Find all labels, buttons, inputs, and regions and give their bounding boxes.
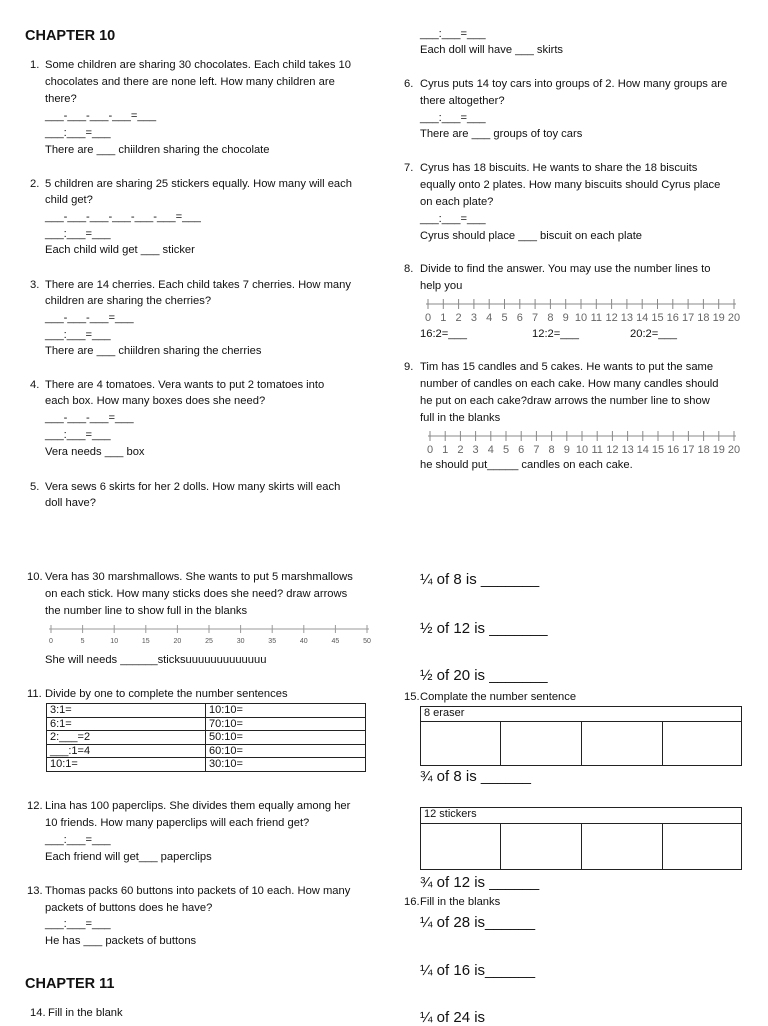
fraction-question[interactable]: ¼ of 8 is _______ xyxy=(420,571,540,588)
number-line-label: 6 xyxy=(516,312,523,324)
answer-sentence[interactable]: Vera needs ___ box xyxy=(45,446,145,458)
number-line-label: 20 xyxy=(173,638,182,645)
question-text-line: chocolates and there are none left. How many children are xyxy=(45,76,335,88)
table-row xyxy=(47,731,366,745)
bar-model-label: 12 stickers xyxy=(424,808,477,820)
number-line-0-20[interactable] xyxy=(420,296,742,324)
bar-model-part[interactable] xyxy=(662,721,742,766)
question-number: 2. xyxy=(30,178,40,190)
number-line-label: 20 xyxy=(727,312,741,324)
number-line-label: 35 xyxy=(268,638,277,645)
number-line-label: 0 xyxy=(426,444,434,456)
bar-model-part[interactable] xyxy=(662,823,742,870)
question-text-line: help you xyxy=(420,280,463,292)
answer-sentence[interactable]: There are ___ chiildren sharing the chocolate xyxy=(45,144,270,156)
question-text-line: Cyrus puts 14 toy cars into groups of 2. How many groups are xyxy=(420,78,728,90)
table-cell[interactable]: 30:10= xyxy=(206,758,366,772)
question-number: 6. xyxy=(404,78,414,90)
number-line-label: 5 xyxy=(80,638,85,645)
number-line-label: 50 xyxy=(363,638,371,645)
question-text-line: packets of buttons does he have? xyxy=(45,902,213,914)
number-line-label: 18 xyxy=(697,444,710,456)
answer-sentence[interactable]: Each doll will have ___ skirts xyxy=(420,44,564,56)
question-text-line: Cyrus has 18 biscuits. He wants to share the 18 biscuits xyxy=(420,162,698,174)
division-blank[interactable]: ___:___=___ xyxy=(45,918,111,930)
question-number: 7. xyxy=(404,162,414,174)
table-cell[interactable]: 50:10= xyxy=(206,731,366,745)
fraction-question[interactable]: ½ of 20 is _______ xyxy=(420,667,548,684)
number-line-label: 30 xyxy=(236,638,245,645)
table-cell[interactable]: ___:1=4 xyxy=(47,744,206,758)
question-text-line: there? xyxy=(45,93,77,105)
table-row xyxy=(47,717,366,731)
number-line-label: 9 xyxy=(563,444,570,456)
question-text-line: 5 children are sharing 25 stickers equally. How many will each xyxy=(45,178,352,190)
question-text-line: Vera sews 6 skirts for her 2 dolls. How many skirts will each xyxy=(45,481,341,493)
bar-model-label: 8 eraser xyxy=(424,707,465,719)
answer-sentence[interactable]: He has ___ packets of buttons xyxy=(45,935,197,947)
answer-sentence[interactable]: There are ___ groups of toy cars xyxy=(420,128,583,140)
subtraction-blank[interactable]: ___-___-___=___ xyxy=(45,412,134,424)
fraction-question[interactable]: ½ of 12 is _______ xyxy=(420,620,548,637)
table-cell[interactable]: 6:1= xyxy=(47,717,206,731)
question-text-line: child get? xyxy=(45,194,93,206)
question-text-line: each box. How many boxes does she need? xyxy=(45,395,266,407)
question-number: 14. xyxy=(30,1007,46,1019)
number-line-label: 15 xyxy=(141,638,150,645)
number-line-label: 12 xyxy=(605,312,618,324)
number-line-0-50[interactable] xyxy=(44,622,374,648)
question-number: 12. xyxy=(27,800,43,812)
division-table xyxy=(46,703,366,772)
question-number: 8. xyxy=(404,263,414,275)
question-text-line: on each plate? xyxy=(420,196,494,208)
number-line-label: 0 xyxy=(424,312,432,324)
table-row xyxy=(47,744,366,758)
number-line-label: 14 xyxy=(636,312,649,324)
question-number: 3. xyxy=(30,279,40,291)
answer-sentence[interactable]: There are ___ chiildren sharing the cherries xyxy=(45,345,262,357)
question-text-line: the number line to show full in the blanks xyxy=(45,605,248,617)
number-line-label: 8 xyxy=(547,312,554,324)
table-cell[interactable]: 2:___=2 xyxy=(47,731,206,745)
answer-sentence[interactable]: Each child wild get ___ sticker xyxy=(45,244,195,256)
number-line-label: 45 xyxy=(331,638,340,645)
number-line-label: 3 xyxy=(470,312,477,324)
number-line-label: 13 xyxy=(620,312,634,324)
number-line-label: 11 xyxy=(590,312,603,324)
number-line-label: 4 xyxy=(487,444,494,456)
division-blank[interactable]: ___:___=___ xyxy=(420,28,486,40)
question-title: Fill in the blank xyxy=(48,1007,123,1019)
number-line-label: 40 xyxy=(299,638,308,645)
question-text-line: he put on each cake?draw arrows the number line to show xyxy=(420,395,710,407)
equation-blank[interactable]: 16:2=___ xyxy=(420,328,467,340)
answer-sentence[interactable]: She will needs ______sticksuuuuuuuuuuuuu xyxy=(45,654,267,666)
chapter-11-heading: CHAPTER 11 xyxy=(25,976,115,992)
question-text-line: Lina has 100 paperclips. She divides them equally among her xyxy=(45,800,351,812)
number-line-label: 25 xyxy=(205,638,213,645)
bar-model-part[interactable] xyxy=(581,823,663,870)
table-cell[interactable]: 10:1= xyxy=(47,758,206,772)
number-line-label: 8 xyxy=(548,444,555,456)
question-text-line: Some children are sharing 30 chocolates. Each child takes 10 xyxy=(45,59,351,71)
equation-blank[interactable]: 12:2=___ xyxy=(532,328,579,340)
table-cell[interactable]: 70:10= xyxy=(206,717,366,731)
question-title: Fill in the blanks xyxy=(420,896,501,908)
question-text-line: Vera has 30 marshmallows. She wants to put 5 marshmallows xyxy=(45,571,353,583)
question-text-line: number of candles on each cake. How many candles should xyxy=(420,378,719,390)
number-line-label: 2 xyxy=(455,312,462,324)
number-line-label: 4 xyxy=(486,312,493,324)
number-line-label: 7 xyxy=(533,444,540,456)
number-line-0-20[interactable] xyxy=(420,428,744,456)
bar-model-part[interactable] xyxy=(581,721,663,766)
subtraction-blank[interactable]: ___-___-___-___-___-___=___ xyxy=(45,211,201,223)
subtraction-blank[interactable]: ___-___-___=___ xyxy=(45,312,134,324)
number-line-label: 13 xyxy=(621,444,634,456)
number-line-label: 17 xyxy=(682,444,695,456)
question-text-line: children are sharing the cherries? xyxy=(45,295,212,307)
fraction-question[interactable]: ¾ of 12 is ______ xyxy=(420,874,540,891)
question-number: 15. xyxy=(404,691,420,703)
bar-model-part[interactable] xyxy=(500,721,582,766)
number-line-label: 19 xyxy=(712,444,725,456)
number-line-label: 1 xyxy=(442,444,449,456)
question-text-line: Tim has 15 candles and 5 cakes. He wants to put the same xyxy=(420,361,714,373)
division-blank[interactable]: ___:___=___ xyxy=(45,228,111,240)
question-number: 11. xyxy=(27,688,42,700)
number-line-label: 15 xyxy=(651,444,665,456)
number-line-label: 15 xyxy=(651,312,664,324)
question-number: 10. xyxy=(27,571,43,583)
bar-model-part[interactable] xyxy=(420,823,501,870)
fraction-question[interactable]: ¼ of 28 is______ xyxy=(420,914,536,931)
number-line-label: 2 xyxy=(457,444,464,456)
number-line-label: 10 xyxy=(110,638,119,645)
division-blank[interactable]: ___:___=___ xyxy=(420,213,486,225)
chapter-10-heading: CHAPTER 10 xyxy=(25,28,116,44)
number-line-label: 1 xyxy=(440,312,447,324)
number-line-label: 3 xyxy=(472,444,479,456)
question-text-line: Thomas packs 60 buttons into packets of 10 each. How many xyxy=(45,885,351,897)
number-line-label: 20 xyxy=(727,444,741,456)
division-blank[interactable]: ___:___=___ xyxy=(45,329,111,341)
subtraction-blank[interactable]: ___-___-___-___=___ xyxy=(45,110,157,122)
question-text-line: Divide to find the answer. You may use the number lines to xyxy=(420,263,711,275)
question-number: 1. xyxy=(30,59,40,71)
division-blank[interactable]: ___:___=___ xyxy=(420,112,486,124)
number-line-label: 18 xyxy=(697,312,710,324)
table-cell[interactable]: 3:1= xyxy=(47,704,206,718)
fraction-question[interactable]: ¾ of 8 is ______ xyxy=(420,768,531,785)
division-blank[interactable]: ___:___=___ xyxy=(45,127,111,139)
fraction-question[interactable]: ¼ of 24 is xyxy=(420,1009,486,1026)
table-row xyxy=(47,758,366,772)
number-line-label: 6 xyxy=(518,444,525,456)
number-line-label: 10 xyxy=(574,312,588,324)
number-line-label: 9 xyxy=(562,312,569,324)
question-number: 16. xyxy=(404,896,420,908)
number-line-label: 12 xyxy=(606,444,619,456)
number-line-label: 10 xyxy=(575,444,589,456)
bar-model-part[interactable] xyxy=(420,721,501,766)
answer-sentence[interactable]: he should put_____ candles on each cake. xyxy=(420,459,633,471)
question-number: 9. xyxy=(404,361,414,373)
number-line-label: 16 xyxy=(667,444,680,456)
question-text-line: There are 4 tomatoes. Vera wants to put 2 tomatoes into xyxy=(45,379,325,391)
question-number: 5. xyxy=(30,481,40,493)
number-line-label: 17 xyxy=(681,312,695,324)
equation-blank[interactable]: 20:2=___ xyxy=(630,328,677,340)
question-text-line: 10 friends. How many paperclips will each friend get? xyxy=(45,817,310,829)
number-line-label: 14 xyxy=(636,444,649,456)
table-cell[interactable]: 10:10= xyxy=(206,704,366,718)
question-text-line: equally onto 2 plates. How many biscuits should Cyrus place xyxy=(420,179,721,191)
number-line-label: 5 xyxy=(501,312,508,324)
question-title: Divide by one to complete the number sentences xyxy=(45,688,288,700)
question-title: Complate the number sentence xyxy=(420,691,577,703)
question-text-line: there altogether? xyxy=(420,95,505,107)
question-text-line: on each stick. How many sticks does she need? draw arrows xyxy=(45,588,348,600)
table-cell[interactable]: 60:10= xyxy=(206,744,366,758)
question-text-line: full in the blanks xyxy=(420,412,501,424)
number-line-label: 7 xyxy=(532,312,539,324)
question-number: 13. xyxy=(27,885,43,897)
number-line-label: 19 xyxy=(712,312,725,324)
question-text-line: doll have? xyxy=(45,497,97,509)
number-line-label: 16 xyxy=(666,312,679,324)
bar-model-header xyxy=(420,706,742,722)
answer-sentence[interactable]: Each friend will get___ paperclips xyxy=(45,851,212,863)
bar-model-part[interactable] xyxy=(500,823,582,870)
table-row xyxy=(47,704,366,718)
question-text-line: There are 14 cherries. Each child takes 7 cherries. How many xyxy=(45,279,351,291)
question-number: 4. xyxy=(30,379,40,391)
number-line-label: 5 xyxy=(502,444,510,456)
division-blank[interactable]: ___:___=___ xyxy=(45,834,111,846)
answer-sentence[interactable]: Cyrus should place ___ biscuit on each plate xyxy=(420,230,643,242)
number-line-label: 11 xyxy=(591,444,603,456)
number-line-label: 0 xyxy=(49,638,53,645)
fraction-question[interactable]: ¼ of 16 is______ xyxy=(420,962,536,979)
division-blank[interactable]: ___:___=___ xyxy=(45,429,111,441)
